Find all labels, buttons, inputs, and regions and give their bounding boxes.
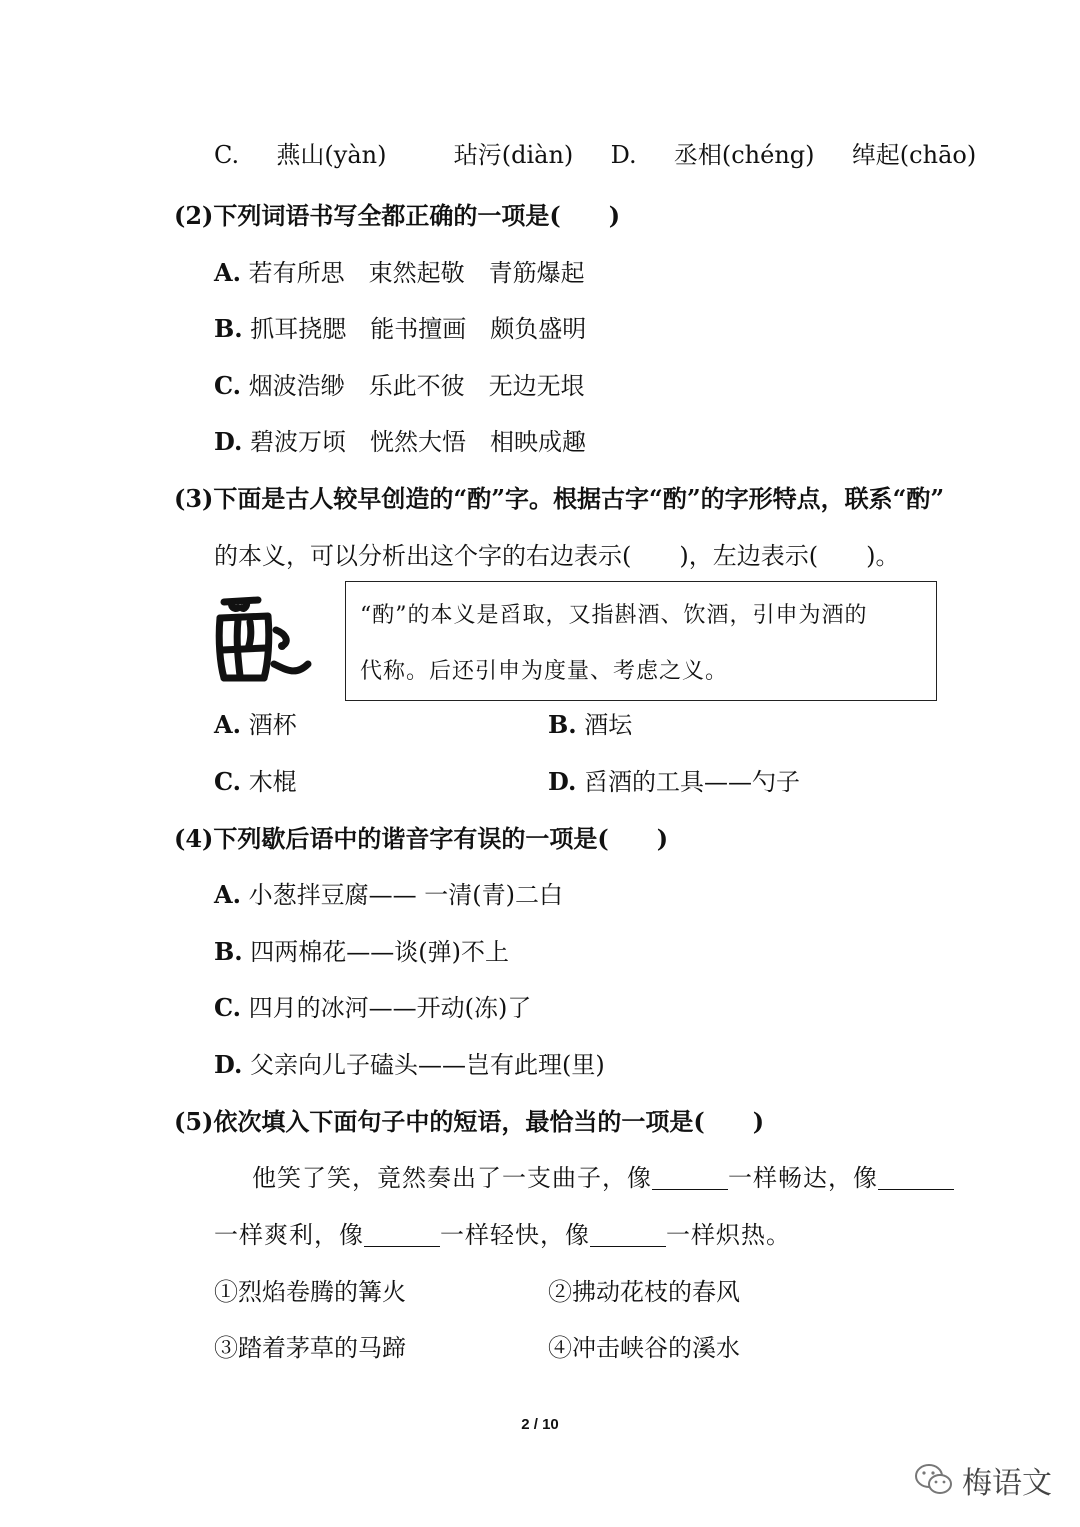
q5-sentence-line1 (252, 1161, 954, 1195)
option-text: 小葱拌豆腐—— 一清(青)二白 (248, 881, 563, 909)
fill-blank[interactable] (590, 1224, 666, 1247)
option-label: C. (214, 371, 242, 400)
option-label: C. (214, 767, 242, 796)
sentence-part: 他笑了笑，竟然奏出了一支曲子，像 (252, 1164, 652, 1192)
q3-option-d (548, 765, 800, 799)
q4-option-d (214, 1048, 605, 1082)
q5-sentence-line2 (214, 1218, 791, 1252)
fill-blank[interactable] (878, 1167, 954, 1190)
option-label: D. (548, 767, 577, 796)
watermark (914, 1458, 1052, 1502)
option-label: C. (214, 993, 242, 1022)
watermark-text: 梅语文 (962, 1466, 1052, 1501)
q2-option-c (214, 369, 585, 403)
page-number: 2 / 10 (521, 1416, 559, 1433)
definition-line2: 代称。后还引申为度量、考虑之义。 (360, 659, 729, 684)
option-label: B. (214, 314, 243, 343)
option-label: A. (214, 258, 241, 287)
q4-option-a (214, 878, 563, 912)
q2-stem: (2)下列词语书写全都正确的一项是( ) (174, 201, 621, 230)
option-label: D. (214, 427, 243, 456)
q5-choice-1: ①烈焰卷腾的篝火 (214, 1278, 406, 1306)
q5-choice-3: ③踏着茅草的马蹄 (214, 1334, 406, 1362)
q2-option-b (214, 312, 586, 346)
option-text: 舀酒的工具——勺子 (583, 768, 800, 796)
option-label: B. (548, 710, 577, 739)
option-label: A. (214, 880, 241, 909)
wechat-icon (914, 1462, 954, 1498)
q1-d-label: D. (610, 141, 637, 169)
q1-option-line (214, 138, 976, 172)
q2-option-a (214, 256, 585, 290)
sentence-part: 一样畅达，像 (728, 1164, 878, 1192)
q5-choice-2: ②拂动花枝的春风 (548, 1278, 740, 1306)
option-text: 烟波浩缈 乐此不彼 无边无垠 (248, 372, 585, 400)
option-label: A. (214, 710, 241, 739)
sentence-part: 一样轻快，像 (440, 1221, 590, 1249)
option-text: 若有所思 束然起敬 青筋爆起 (248, 259, 585, 287)
option-text: 酒坛 (584, 711, 633, 739)
q3-option-c (214, 765, 297, 799)
fill-blank[interactable] (364, 1224, 440, 1247)
q3-stem-line2: 的本义，可以分析出这个字的右边表示( )，左边表示( )。 (214, 542, 900, 570)
q5-stem: (5)依次填入下面句子中的短语，最恰当的一项是( ) (174, 1107, 765, 1136)
q3-stem-line1: (3)下面是古人较早创造的“酌”字。根据古字“酌”的字形特点，联系“酌” (174, 484, 945, 513)
q1-d-word2: 绰起(chāo) (851, 141, 977, 169)
q5-choice-4: ④冲击峡谷的溪水 (548, 1334, 740, 1362)
q1-c-word2: 玷污(diàn) (453, 141, 574, 169)
sentence-part: 一样爽利，像 (214, 1221, 364, 1249)
q2-option-d (214, 425, 586, 459)
q3-option-b (548, 708, 632, 742)
sentence-part: 一样炽热。 (666, 1221, 791, 1249)
definition-box (345, 581, 937, 701)
definition-line1: “酌”的本义是舀取，又指斟酒、饮酒，引申为酒的 (360, 603, 868, 628)
option-text: 酒杯 (248, 711, 297, 739)
option-text: 碧波万顷 恍然大悟 相映成趣 (249, 428, 586, 456)
option-text: 父亲向儿子磕头——岂有此理(里) (249, 1051, 605, 1079)
ancient-zhuo-character-icon (212, 590, 312, 690)
q3-option-a (214, 708, 297, 742)
fill-blank[interactable] (652, 1167, 728, 1190)
option-label: D. (214, 1050, 243, 1079)
q4-option-c (214, 991, 531, 1025)
option-text: 木棍 (248, 768, 297, 796)
q4-option-b (214, 935, 509, 969)
option-label: B. (214, 937, 243, 966)
q1-c-label: C. (214, 141, 240, 169)
option-text: 四月的冰河——开动(冻)了 (248, 994, 532, 1022)
q1-c-word1: 燕山(yàn) (276, 141, 387, 169)
option-text: 抓耳挠腮 能书擅画 颇负盛明 (250, 315, 587, 343)
q4-stem: (4)下列歇后语中的谐音字有误的一项是( ) (174, 824, 669, 853)
option-text: 四两棉花——谈(弹)不上 (250, 938, 510, 966)
q1-d-word1: 丞相(chéng) (673, 141, 815, 169)
